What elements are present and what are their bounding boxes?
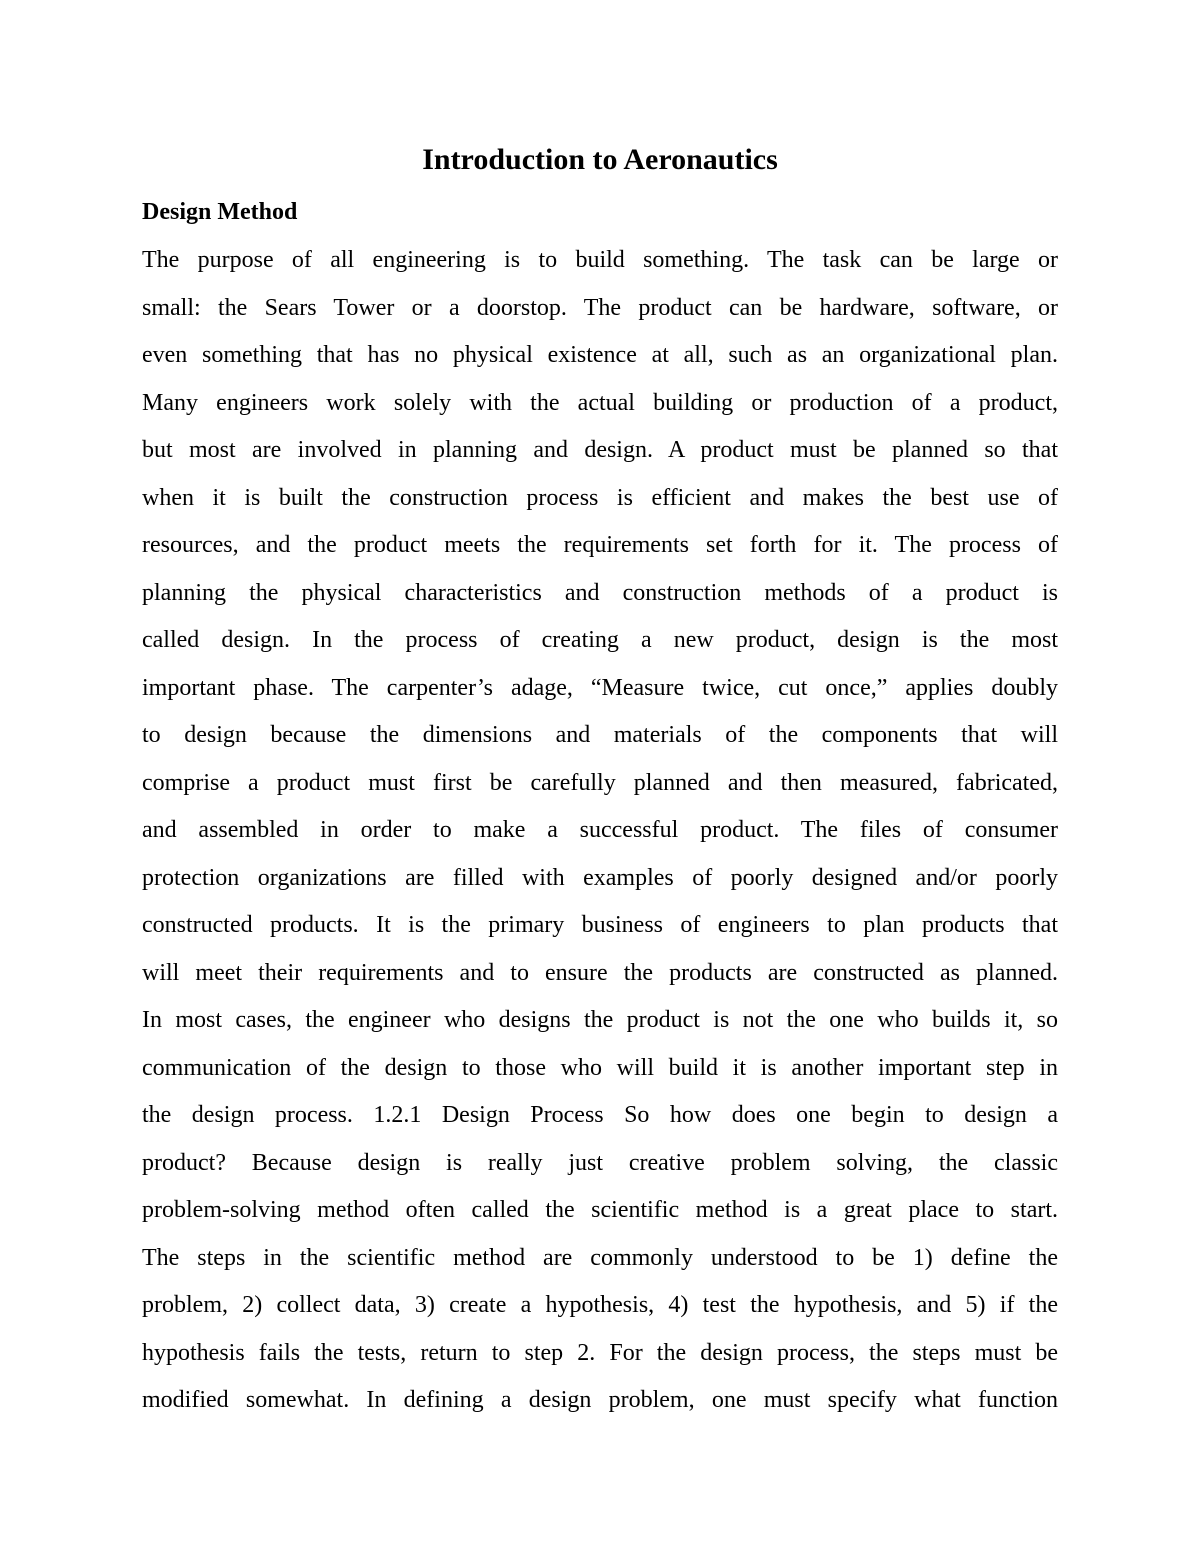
paragraph-line: to design because the dimensions and materials of the components that will: [142, 722, 1058, 748]
paragraph-line: and assembled in order to make a successful product. The files of consumer: [142, 817, 1058, 843]
paragraph-line: when it is built the construction process is efficient and makes the best use of: [142, 484, 1058, 511]
paragraph-line: In most cases, the engineer who designs the product is not the one who builds it, so: [142, 1007, 1058, 1033]
paragraph-line: The purpose of all engineering is to build something. The task can be large or: [142, 247, 1058, 273]
body-paragraph: [142, 240, 1058, 1428]
paragraph-line: hypothesis fails the tests, return to step 2. For the design process, the steps must be: [142, 1339, 1058, 1366]
paragraph-line: problem, 2) collect data, 3) create a hypothesis, 4) test the hypothesis, and 5) if the: [142, 1292, 1058, 1318]
paragraph-line: the design process. 1.2.1 Design Process So how does one begin to design a: [142, 1102, 1058, 1128]
paragraph-line: communication of the design to those who will build it is another important step in: [142, 1054, 1058, 1081]
paragraph-line: even something that has no physical existence at all, such as an organizational plan.: [142, 342, 1058, 368]
paragraph-line: constructed products. It is the primary business of engineers to plan products that: [142, 912, 1058, 938]
paragraph-line: comprise a product must first be carefully planned and then measured, fabricated,: [142, 769, 1058, 796]
paragraph-line: small: the Sears Tower or a doorstop. The product can be hardware, software, or: [142, 294, 1058, 321]
paragraph-line: The steps in the scientific method are commonly understood to be 1) define the: [142, 1244, 1058, 1271]
paragraph-line: modified somewhat. In defining a design problem, one must specify what function: [142, 1387, 1058, 1413]
page-title: Introduction to Aeronautics: [422, 143, 778, 176]
paragraph-line: important phase. The carpenter’s adage, “Measure twice, cut once,” applies doubly: [142, 674, 1058, 701]
paragraph-line: Many engineers work solely with the actual building or production of a product,: [142, 389, 1058, 416]
paragraph-line: product? Because design is really just creative problem solving, the classic: [142, 1149, 1058, 1176]
paragraph-line: protection organizations are filled with examples of poorly designed and/or poorly: [142, 864, 1058, 891]
paragraph-line: resources, and the product meets the requirements set forth for it. The process of: [142, 532, 1058, 558]
paragraph-line: called design. In the process of creating a new product, design is the most: [142, 627, 1058, 653]
section-heading: Design Method: [142, 199, 298, 225]
paragraph-line: but most are involved in planning and design. A product must be planned so that: [142, 437, 1058, 463]
paragraph-line: will meet their requirements and to ensure the products are constructed as planned.: [142, 959, 1058, 986]
paragraph-line: planning the physical characteristics and construction methods of a product is: [142, 579, 1058, 606]
paragraph-line: problem-solving method often called the scientific method is a great place to start.: [142, 1197, 1058, 1223]
